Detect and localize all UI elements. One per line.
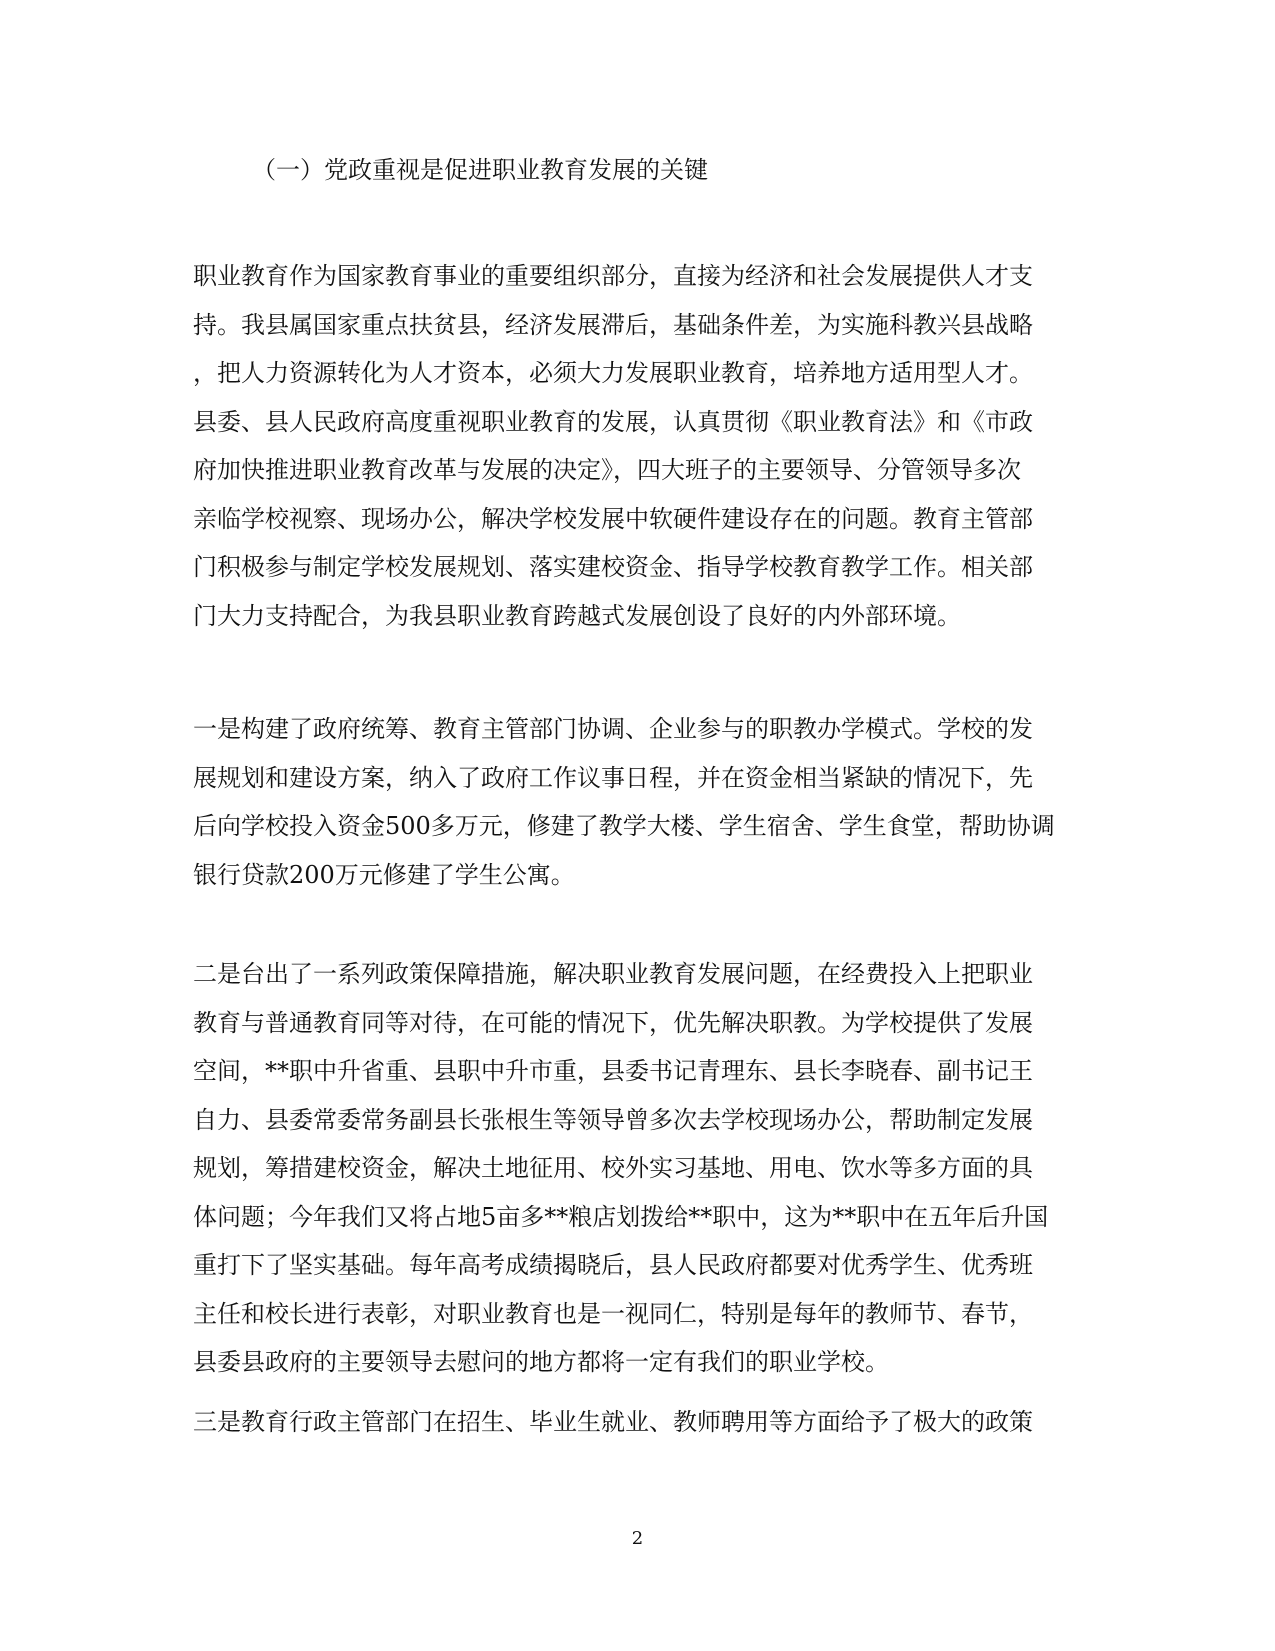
text-line: 体问题；今年我们又将占地5亩多**粮店划拨给**职中，这为**职中在五年后升国 <box>193 1202 1049 1231</box>
text-line: 空间，**职中升省重、县职中升市重，县委书记青理东、县长李晓春、副书记王 <box>193 1057 1033 1085</box>
text-line: 展规划和建设方案，纳入了政府工作议事日程，并在资金相当紧缺的情况下，先 <box>193 763 1033 792</box>
paragraph-point-one <box>193 705 1083 899</box>
text-line: 门大力支持配合，为我县职业教育跨越式发展创设了良好的内外部环境。 <box>193 601 961 630</box>
paragraph-intro <box>193 252 1083 640</box>
page-number: 2 <box>631 1528 644 1549</box>
text-line: 县委、县人民政府高度重视职业教育的发展，认真贯彻《职业教育法》和《市政 <box>193 407 1033 436</box>
text-line: 一是构建了政府统筹、教育主管部门协调、企业参与的职教办学模式。学校的发 <box>193 715 1033 743</box>
text-line: 自力、县委常委常务副县长张根生等领导曾多次去学校现场办公，帮助制定发展 <box>193 1105 1033 1134</box>
text-line: 门积极参与制定学校发展规划、落实建校资金、指导学校教育教学工作。相关部 <box>193 553 1033 581</box>
text-line: 府加快推进职业教育改革与发展的决定》，四大班子的主要领导、分管领导多次 <box>193 456 1021 484</box>
text-line: ，把人力资源转化为人才资本，必须大力发展职业教育，培养地方适用型人才。 <box>193 359 1033 387</box>
paragraph-point-two <box>193 950 1083 1387</box>
paragraph-point-three <box>193 1398 1083 1447</box>
text-line: 规划，筹措建校资金，解决土地征用、校外实习基地、用电、饮水等多方面的具 <box>193 1154 1033 1182</box>
text-line: 三是教育行政主管部门在招生、毕业生就业、教师聘用等方面给予了极大的政策 <box>193 1408 1033 1436</box>
text-line: 后向学校投入资金500多万元，修建了教学大楼、学生宿舍、学生食堂，帮助协调 <box>193 812 1055 840</box>
text-line: 重打下了坚实基础。每年高考成绩揭晓后，县人民政府都要对优秀学生、优秀班 <box>193 1251 1033 1279</box>
text-line: 主任和校长进行表彰，对职业教育也是一视同仁，特别是每年的教师节、春节， <box>193 1299 1033 1328</box>
text-line: 二是台出了一系列政策保障措施，解决职业教育发展问题，在经费投入上把职业 <box>193 960 1033 988</box>
text-line: 县委县政府的主要领导去慰问的地方都将一定有我们的职业学校。 <box>193 1348 889 1376</box>
text-line: 教育与普通教育同等对待，在可能的情况下，优先解决职教。为学校提供了发展 <box>193 1008 1033 1037</box>
text-line: 职业教育作为国家教育事业的重要组织部分，直接为经济和社会发展提供人才支 <box>193 262 1033 290</box>
text-line: 亲临学校视察、现场办公，解决学校发展中软硬件建设存在的问题。教育主管部 <box>193 504 1033 533</box>
section-heading: （一）党政重视是促进职业教育发展的关键 <box>252 156 708 184</box>
text-line: 持。我县属国家重点扶贫县，经济发展滞后，基础条件差，为实施科教兴县战略 <box>193 310 1033 339</box>
text-line: 银行贷款200万元修建了学生公寓。 <box>193 860 575 889</box>
